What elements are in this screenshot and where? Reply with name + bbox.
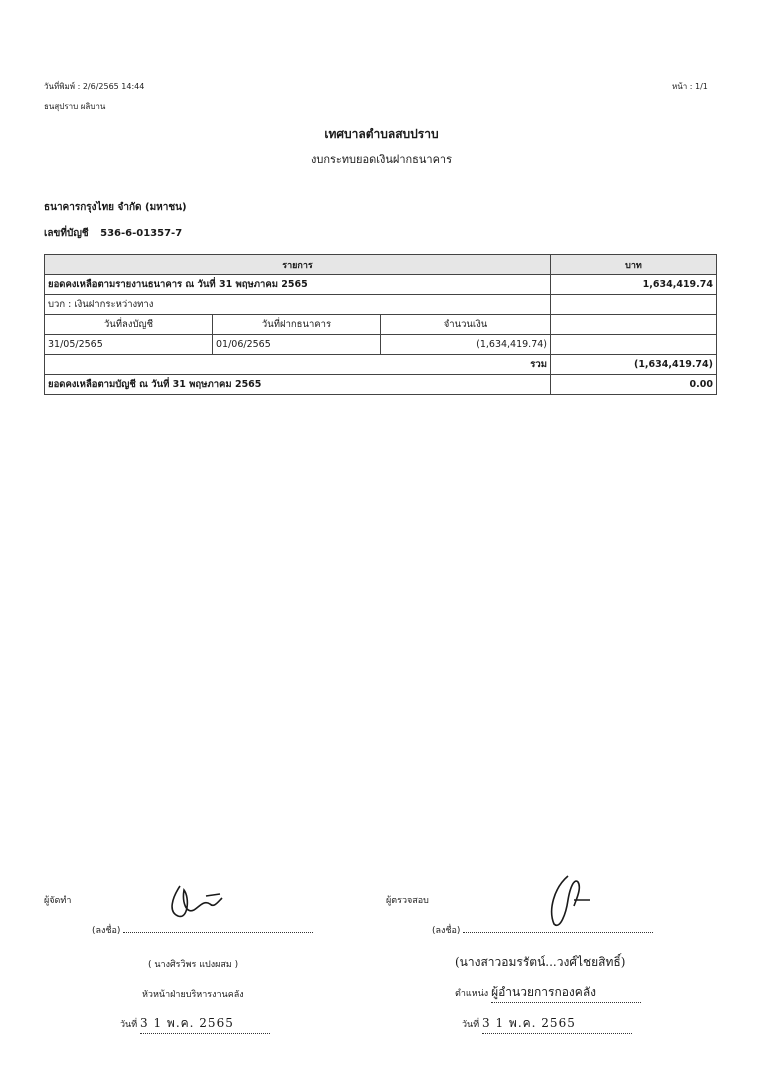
preparer-sign-dots [123,932,313,933]
empty-cell [551,315,717,335]
bank-balance-row [45,275,717,295]
deposit-date: 01/06/2565 [213,335,381,355]
preparer-date: 3 1 พ.ค. 2565 [140,1014,270,1034]
book-balance-label: ยอดคงเหลือตามบัญชี ณ วันที่ 31 พฤษภาคม 2565 [45,375,551,395]
deposit-amount: (1,634,419.74) [381,335,551,355]
col-item-header: รายการ [45,255,551,275]
reviewer-date: 3 1 พ.ค. 2565 [482,1014,632,1034]
book-date: 31/05/2565 [45,335,213,355]
sub-header-row [45,315,717,335]
bank-balance-label: ยอดคงเหลือตามรายงานธนาคาร ณ วันที่ 31 พฤษภาคม 2565 [45,275,551,295]
preparer-role: ผู้จัดทำ [44,896,72,906]
reconciliation-table [44,254,717,395]
preparer-signature [160,878,230,928]
col-amount-header: บาท [551,255,717,275]
preparer-date-label: วันที่ [120,1020,138,1030]
reviewer-sign-dots [463,932,653,933]
reviewer-position-label: ตำแหน่ง [455,989,489,999]
page-number: หน้า : 1/1 [672,82,708,91]
empty-cell [551,295,717,315]
preparer-position: หัวหน้าฝ่ายบริหารงานคลัง [142,990,244,1000]
plus-label: บวก : เงินฝากระหว่างทาง [45,295,551,315]
reviewer-position-line [455,983,641,1003]
sub-header-deposit-date: วันที่ฝากธนาคาร [213,315,381,335]
table-header-row [45,255,717,275]
plus-row [45,295,717,315]
bank-balance-amount: 1,634,419.74 [551,275,717,295]
print-date: วันที่พิมพ์ : 2/6/2565 14:44 [44,82,145,91]
sub-header-book-date: วันที่ลงบัญชี [45,315,213,335]
account-number-label: เลขที่บัญชี [44,228,89,239]
reviewer-sign-label: (ลงชื่อ) [432,926,461,936]
reviewer-position: ผู้อำนวยการกองคลัง [491,983,641,1003]
reviewer-name: (นางสาวอมรรัตน์...วงศ์ไชยสิทธิ์) [455,955,626,969]
reviewer-date-label: วันที่ [462,1020,480,1030]
preparer-sign-line [92,923,313,937]
total-row [45,355,717,375]
total-amount: (1,634,419.74) [551,355,717,375]
org-title: เทศบาลตำบลสบปราบ [324,127,439,141]
account-number: 536-6-01357-7 [100,228,183,239]
preparer-date-line [120,1014,270,1034]
reviewer-date-line [462,1014,632,1034]
book-balance-amount: 0.00 [551,375,717,395]
report-title: งบกระทบยอดเงินฝากธนาคาร [310,153,453,166]
reviewer-role: ผู้ตรวจสอบ [386,896,429,906]
preparer-name: ( นางศิรวิพร แปงผสม ) [148,960,239,970]
bank-name: ธนาคารกรุงไทย จำกัด (มหาชน) [44,202,187,213]
sub-header-amount: จำนวนเงิน [381,315,551,335]
printed-by: ธนสุปราบ ผลิบาน [44,102,106,111]
account-number-line [44,226,182,241]
table-row [45,335,717,355]
preparer-sign-label: (ลงชื่อ) [92,926,121,936]
total-label: รวม [45,355,551,375]
reviewer-sign-line [432,923,653,937]
empty-cell [551,335,717,355]
book-balance-row [45,375,717,395]
